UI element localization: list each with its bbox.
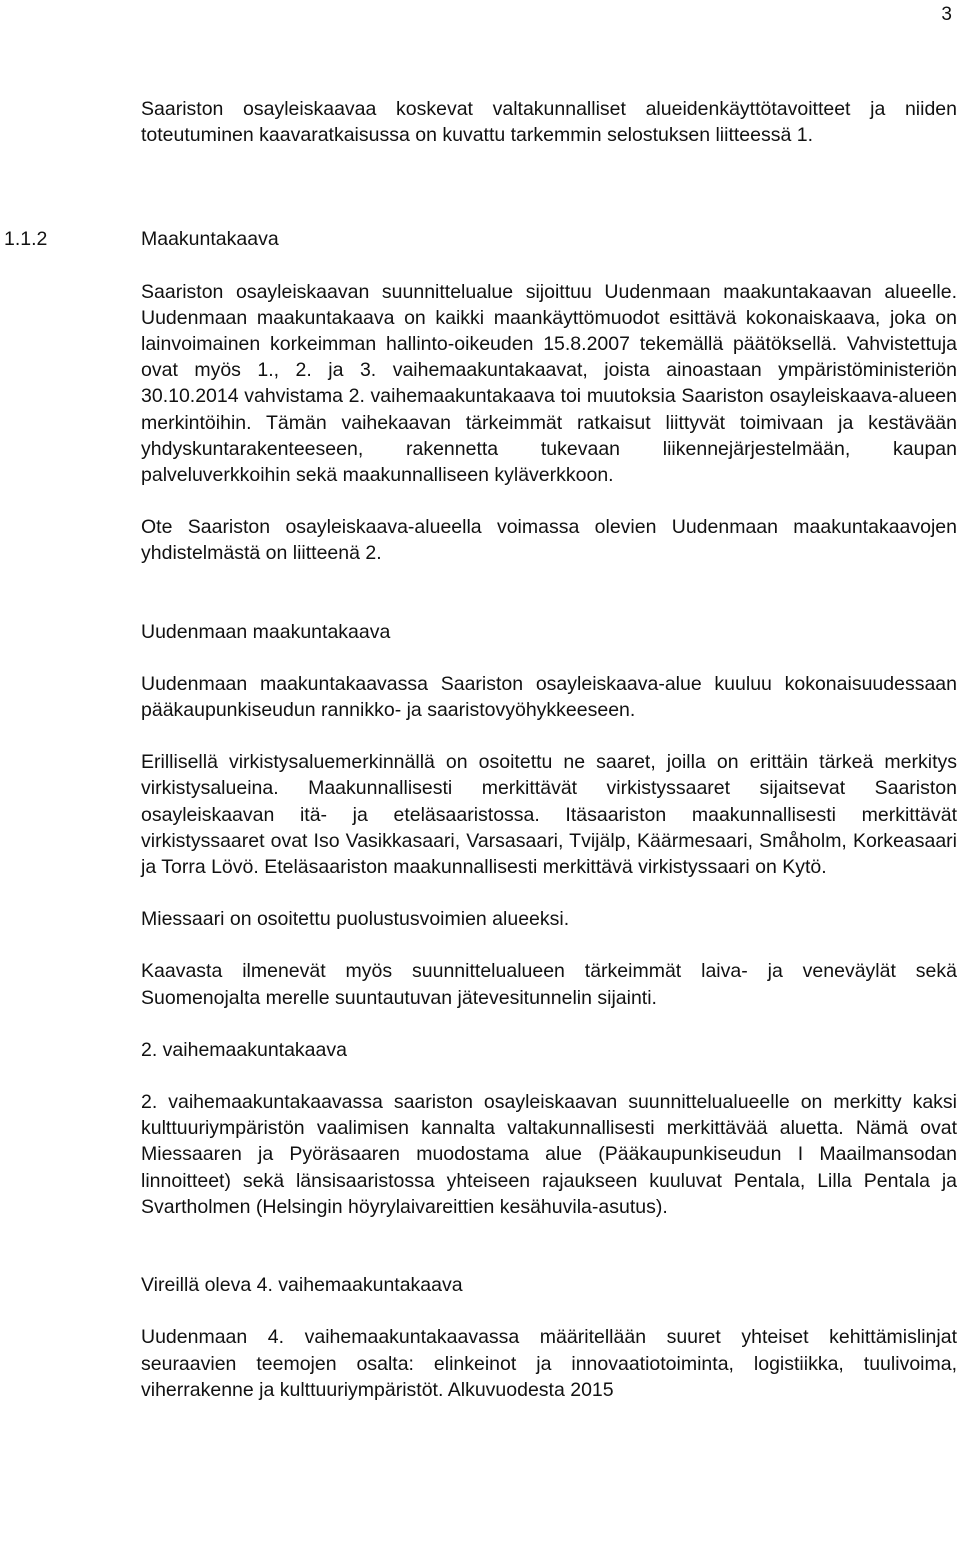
paragraph-ote-liite: Ote Saariston osayleiskaava-alueella voimassa olevien Uudenmaan maakuntakaavojen yhdistelmästä on liitteenä 2. — [141, 516, 957, 565]
paragraph-vaylat: Kaavasta ilmenevät myös suunnittelualueen tärkeimmät laiva- ja veneväylät sekä Suomenojalta merelle suuntautuvan jätevesitunnelin sijainti. — [141, 960, 957, 1009]
document-body — [4, 96, 957, 1403]
paragraph-kulttuuriymparisto: 2. vaihemaakuntakaavassa saariston osayleiskaavan suunnittelualueelle on merkitty kaksi kulttuuriympäristön vaalimisen kannalta valtakunnallisesti merkittävää aluetta. Nämä ovat Miessaaren ja Pyöräsaaren muodostama alue (Pääkaupunkiseudun I Maailmansodan linnoitteet) sekä länsisaaristossa yhteiseen rajaukseen kuuluvat Pentala, Lilla Pentala ja Svartholmen (Helsingin höyrylaivareittien kesähuvila-asutus). — [141, 1091, 957, 1218]
paragraph-valtakunnalliset-tavoitteet: Saariston osayleiskaavaa koskevat valtakunnalliset alueidenkäyttötavoitteet ja niiden toteutuminen kaavaratkaisussa on kuvattu tarkemmin selostuksen liitteessä 1. — [141, 98, 957, 147]
subheading-uudenmaan-maakuntakaava: Uudenmaan maakuntakaava — [141, 620, 391, 643]
section-title: Maakuntakaava — [141, 228, 279, 251]
paragraph-rannikkovyohyke: Uudenmaan maakuntakaavassa Saariston osayleiskaava-alue kuuluu kokonaisuudessaan pääkaupunkiseudun rannikko- ja saaristovyöhykkeeseen. — [141, 672, 957, 722]
section-heading — [4, 226, 957, 252]
page-number: 3 — [941, 4, 952, 25]
subheading-4-vaihemaakuntakaava: Vireillä oleva 4. vaihemaakuntakaava — [141, 1274, 463, 1297]
paragraph-4-vaihemaakuntakaava: Uudenmaan 4. vaihemaakuntakaavassa määritellään suuret yhteiset kehittämislinjat seuraavien teemojen osalta: elinkeinot ja innovaatiotoiminta, logistiikka, tuulivoima, viherrakenne ja kulttuuriympäristöt. Alkuvuodesta 2015 — [141, 1326, 957, 1401]
subheading-2-vaihemaakuntakaava: 2. vaihemaakuntakaava — [141, 1038, 347, 1061]
section-number: 1.1.2 — [4, 228, 48, 251]
paragraph-maakuntakaava-intro: Saariston osayleiskaavan suunnittelualue sijoittuu Uudenmaan maakuntakaavan alueelle. Uudenmaan maakuntakaava on kaikki maankäyttömuodot esittävä kokonaiskaava, joka on lainvoimainen korkeimman hallinto-oikeuden 15.8.2007 tekemällä päätöksellä. Vahvistettuja ovat myös 1., 2. ja 3. vaihemaakuntakaavat, joista ainoastaan ympäristöministeriön 30.10.2014 vahvistama 2. vaihemaakuntakaava toi muutoksia Saariston osayleiskaava-alueen merkintöihin. Tämän vaihekaavan tärkeimmät ratkaisut liittyvät toimivaan ja kestävään yhdyskuntarakenteeseen, rakennetta tukevaan liikennejärjestelmään, kaupan palveluverkkoihin sekä maakunnalliseen kyläverkkoon. — [141, 280, 957, 487]
paragraph-virkistyssaaret: Erillisellä virkistysaluemerkinnällä on osoitettu ne saaret, joilla on erittäin tärkeä merkitys virkistysalueina. Maakunnallisesti merkittävät virkistyssaaret sijaitsevat Saariston osayleiskaavan itä- ja eteläsaaristossa. Itäsaariston maakunnallisesti merkittävät virkistyssaaret ovat Iso Vasikkasaari, Varsasaari, Tvijälp, Käärmesaari, Småholm, Korkeasaari ja Torra Lövö. Eteläsaariston maakunnallisesti merkittävä virkistyssaari on Kytö. — [141, 751, 957, 879]
paragraph-miessaari: Miessaari on osoitettu puolustusvoimien alueeksi. — [141, 908, 570, 931]
